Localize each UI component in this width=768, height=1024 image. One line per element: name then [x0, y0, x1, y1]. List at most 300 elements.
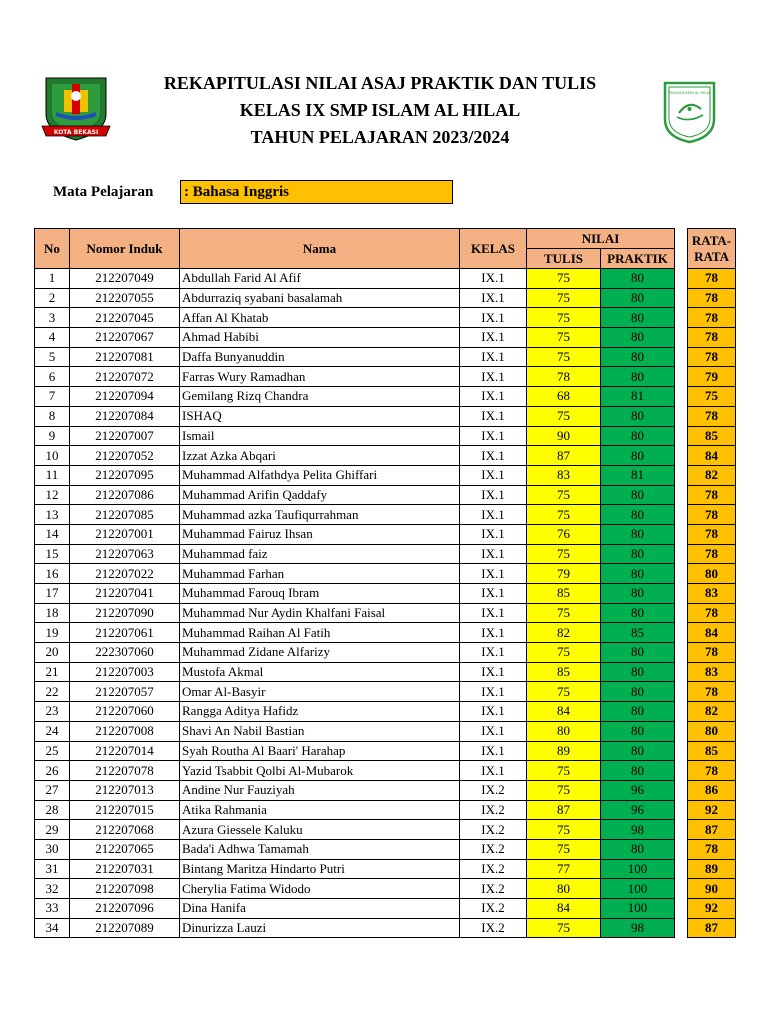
- row-no: 27: [35, 780, 70, 800]
- row-nomor-induk: 212207067: [70, 328, 180, 348]
- table-row: [35, 465, 736, 485]
- row-nama: Omar Al-Basyir: [180, 682, 460, 702]
- table-row: [35, 623, 736, 643]
- row-tulis: 85: [527, 584, 601, 604]
- row-praktik: 80: [601, 426, 675, 446]
- table-row: [35, 820, 736, 840]
- row-kelas: IX.1: [460, 367, 527, 387]
- table-row: [35, 584, 736, 604]
- row-spacer: [675, 839, 688, 859]
- row-kelas: IX.1: [460, 564, 527, 584]
- table-row: [35, 406, 736, 426]
- row-rata-rata: 92: [688, 800, 736, 820]
- row-tulis: 80: [527, 721, 601, 741]
- row-kelas: IX.1: [460, 426, 527, 446]
- row-rata-rata: 87: [688, 918, 736, 938]
- row-nomor-induk: 212207055: [70, 288, 180, 308]
- row-rata-rata: 78: [688, 308, 736, 328]
- row-no: 29: [35, 820, 70, 840]
- row-kelas: IX.2: [460, 800, 527, 820]
- table-row: [35, 544, 736, 564]
- row-spacer: [675, 564, 688, 584]
- row-spacer: [675, 465, 688, 485]
- row-rata-rata: 84: [688, 623, 736, 643]
- row-praktik: 80: [601, 485, 675, 505]
- row-tulis: 75: [527, 485, 601, 505]
- row-kelas: IX.1: [460, 288, 527, 308]
- row-nomor-induk: 212207098: [70, 879, 180, 899]
- row-nama: Cherylia Fatima Widodo: [180, 879, 460, 899]
- row-kelas: IX.1: [460, 741, 527, 761]
- row-nama: Izzat Azka Abqari: [180, 446, 460, 466]
- row-nomor-induk: 212207094: [70, 387, 180, 407]
- row-no: 5: [35, 347, 70, 367]
- row-kelas: IX.1: [460, 662, 527, 682]
- row-kelas: IX.1: [460, 682, 527, 702]
- row-nama: Gemilang Rizq Chandra: [180, 387, 460, 407]
- row-nama: Yazid Tsabbit Qolbi Al-Mubarok: [180, 761, 460, 781]
- report-title-line2: KELAS IX SMP ISLAM AL HILAL: [239, 100, 521, 120]
- row-praktik: 98: [601, 918, 675, 938]
- row-spacer: [675, 288, 688, 308]
- row-praktik: 80: [601, 584, 675, 604]
- row-rata-rata: 78: [688, 544, 736, 564]
- row-nama: Abdurraziq syabani basalamah: [180, 288, 460, 308]
- row-tulis: 77: [527, 859, 601, 879]
- row-spacer: [675, 524, 688, 544]
- row-nomor-induk: 212207063: [70, 544, 180, 564]
- row-rata-rata: 78: [688, 406, 736, 426]
- row-tulis: 78: [527, 367, 601, 387]
- row-praktik: 80: [601, 406, 675, 426]
- row-praktik: 80: [601, 524, 675, 544]
- header-nomor-induk: Nomor Induk: [70, 229, 180, 269]
- row-praktik: 96: [601, 800, 675, 820]
- row-no: 30: [35, 839, 70, 859]
- header-praktik: PRAKTIK: [601, 249, 675, 269]
- row-nama: Muhammad azka Taufiqurrahman: [180, 505, 460, 525]
- row-nomor-induk: 212207022: [70, 564, 180, 584]
- row-nomor-induk: 212207008: [70, 721, 180, 741]
- report-title-line3: TAHUN PELAJARAN 2023/2024: [250, 127, 510, 147]
- row-no: 33: [35, 899, 70, 919]
- row-kelas: IX.2: [460, 839, 527, 859]
- row-spacer: [675, 918, 688, 938]
- header-tulis: TULIS: [527, 249, 601, 269]
- row-kelas: IX.1: [460, 328, 527, 348]
- row-rata-rata: 78: [688, 269, 736, 289]
- row-no: 17: [35, 584, 70, 604]
- row-praktik: 80: [601, 603, 675, 623]
- row-rata-rata: 80: [688, 721, 736, 741]
- row-nama: Shavi An Nabil Bastian: [180, 721, 460, 741]
- row-nama: Rangga Aditya Hafidz: [180, 702, 460, 722]
- row-no: 4: [35, 328, 70, 348]
- row-tulis: 75: [527, 308, 601, 328]
- row-no: 1: [35, 269, 70, 289]
- row-no: 12: [35, 485, 70, 505]
- row-nama: Muhammad Fairuz Ihsan: [180, 524, 460, 544]
- row-nomor-induk: 212207007: [70, 426, 180, 446]
- row-nama: Muhammad Alfathdya Pelita Ghiffari: [180, 465, 460, 485]
- row-no: 26: [35, 761, 70, 781]
- row-nama: Andine Nur Fauziyah: [180, 780, 460, 800]
- subject-value: : Bahasa Inggris: [180, 180, 453, 204]
- row-nomor-induk: 212207015: [70, 800, 180, 820]
- row-nama: Muhammad Farhan: [180, 564, 460, 584]
- row-tulis: 85: [527, 662, 601, 682]
- row-no: 7: [35, 387, 70, 407]
- row-spacer: [675, 820, 688, 840]
- row-spacer: [675, 721, 688, 741]
- row-no: 19: [35, 623, 70, 643]
- row-nama: Syah Routha Al Baari' Harahap: [180, 741, 460, 761]
- row-rata-rata: 78: [688, 524, 736, 544]
- header-rata-rata: RATA-RATA: [688, 229, 736, 269]
- row-no: 2: [35, 288, 70, 308]
- row-rata-rata: 78: [688, 485, 736, 505]
- row-rata-rata: 90: [688, 879, 736, 899]
- row-praktik: 81: [601, 465, 675, 485]
- row-no: 18: [35, 603, 70, 623]
- row-no: 21: [35, 662, 70, 682]
- row-praktik: 96: [601, 780, 675, 800]
- row-no: 9: [35, 426, 70, 446]
- row-no: 6: [35, 367, 70, 387]
- row-nama: Bada'i Adhwa Tamamah: [180, 839, 460, 859]
- row-rata-rata: 78: [688, 682, 736, 702]
- row-tulis: 80: [527, 879, 601, 899]
- table-row: [35, 603, 736, 623]
- row-kelas: IX.1: [460, 524, 527, 544]
- row-tulis: 75: [527, 643, 601, 663]
- row-nomor-induk: 212207068: [70, 820, 180, 840]
- table-row: [35, 780, 736, 800]
- table-row: [35, 269, 736, 289]
- report-title-line1: REKAPITULASI NILAI ASAJ PRAKTIK DAN TULIS: [163, 73, 597, 93]
- row-tulis: 75: [527, 839, 601, 859]
- row-nomor-induk: 212207085: [70, 505, 180, 525]
- row-nomor-induk: 212207084: [70, 406, 180, 426]
- row-nama: Muhammad Zidane Alfarizy: [180, 643, 460, 663]
- row-rata-rata: 89: [688, 859, 736, 879]
- row-spacer: [675, 879, 688, 899]
- row-rata-rata: 78: [688, 643, 736, 663]
- row-tulis: 75: [527, 328, 601, 348]
- row-nomor-induk: 212207061: [70, 623, 180, 643]
- table-row: [35, 643, 736, 663]
- row-tulis: 75: [527, 347, 601, 367]
- row-praktik: 80: [601, 347, 675, 367]
- header-kelas: KELAS: [460, 229, 527, 269]
- row-tulis: 84: [527, 702, 601, 722]
- row-nama: Azura Giessele Kaluku: [180, 820, 460, 840]
- row-praktik: 80: [601, 741, 675, 761]
- row-spacer: [675, 446, 688, 466]
- row-praktik: 100: [601, 859, 675, 879]
- row-praktik: 81: [601, 387, 675, 407]
- row-praktik: 80: [601, 308, 675, 328]
- row-spacer: [675, 780, 688, 800]
- row-nomor-induk: 212207041: [70, 584, 180, 604]
- row-nomor-induk: 212207052: [70, 446, 180, 466]
- row-nama: Mustofa Akmal: [180, 662, 460, 682]
- header-nilai: NILAI: [527, 229, 675, 249]
- row-rata-rata: 78: [688, 328, 736, 348]
- row-kelas: IX.1: [460, 761, 527, 781]
- row-spacer: [675, 426, 688, 446]
- table-row: [35, 918, 736, 938]
- row-rata-rata: 78: [688, 347, 736, 367]
- row-tulis: 68: [527, 387, 601, 407]
- row-rata-rata: 83: [688, 584, 736, 604]
- row-no: 23: [35, 702, 70, 722]
- row-praktik: 80: [601, 643, 675, 663]
- row-nama: Bintang Maritza Hindarto Putri: [180, 859, 460, 879]
- row-tulis: 75: [527, 269, 601, 289]
- table-row: [35, 426, 736, 446]
- table-row: [35, 308, 736, 328]
- row-tulis: 75: [527, 406, 601, 426]
- row-kelas: IX.1: [460, 387, 527, 407]
- table-row: [35, 721, 736, 741]
- table-row: [35, 859, 736, 879]
- row-tulis: 84: [527, 899, 601, 919]
- row-no: 8: [35, 406, 70, 426]
- row-rata-rata: 78: [688, 288, 736, 308]
- row-no: 13: [35, 505, 70, 525]
- row-spacer: [675, 682, 688, 702]
- row-praktik: 80: [601, 682, 675, 702]
- table-row: [35, 662, 736, 682]
- row-tulis: 75: [527, 918, 601, 938]
- table-row: [35, 879, 736, 899]
- table-row: [35, 800, 736, 820]
- row-praktik: 80: [601, 702, 675, 722]
- row-spacer: [675, 387, 688, 407]
- row-rata-rata: 79: [688, 367, 736, 387]
- city-emblem-logo: [38, 74, 114, 144]
- row-tulis: 75: [527, 820, 601, 840]
- table-row: [35, 682, 736, 702]
- row-nomor-induk: 212207096: [70, 899, 180, 919]
- foundation-logo: [661, 79, 718, 145]
- row-spacer: [675, 406, 688, 426]
- row-tulis: 90: [527, 426, 601, 446]
- row-praktik: 80: [601, 721, 675, 741]
- row-nama: Muhammad Arifin Qaddafy: [180, 485, 460, 505]
- row-spacer: [675, 485, 688, 505]
- row-no: 24: [35, 721, 70, 741]
- row-nomor-induk: 212207003: [70, 662, 180, 682]
- row-rata-rata: 85: [688, 741, 736, 761]
- row-nama: Muhammad faiz: [180, 544, 460, 564]
- row-no: 16: [35, 564, 70, 584]
- row-spacer: [675, 643, 688, 663]
- row-kelas: IX.1: [460, 505, 527, 525]
- row-no: 31: [35, 859, 70, 879]
- row-spacer: [675, 859, 688, 879]
- table-row: [35, 761, 736, 781]
- row-praktik: 80: [601, 761, 675, 781]
- row-praktik: 80: [601, 839, 675, 859]
- row-nomor-induk: 212207072: [70, 367, 180, 387]
- table-row: [35, 839, 736, 859]
- row-rata-rata: 92: [688, 899, 736, 919]
- svg-text:KOTA BEKASI: KOTA BEKASI: [53, 129, 99, 136]
- row-tulis: 76: [527, 524, 601, 544]
- row-kelas: IX.1: [460, 643, 527, 663]
- row-nomor-induk: 212207045: [70, 308, 180, 328]
- row-kelas: IX.2: [460, 780, 527, 800]
- row-tulis: 75: [527, 780, 601, 800]
- row-spacer: [675, 328, 688, 348]
- row-praktik: 80: [601, 288, 675, 308]
- row-spacer: [675, 505, 688, 525]
- row-praktik: 98: [601, 820, 675, 840]
- row-kelas: IX.1: [460, 603, 527, 623]
- row-tulis: 79: [527, 564, 601, 584]
- row-rata-rata: 85: [688, 426, 736, 446]
- row-rata-rata: 78: [688, 603, 736, 623]
- row-spacer: [675, 761, 688, 781]
- row-no: 3: [35, 308, 70, 328]
- row-rata-rata: 78: [688, 839, 736, 859]
- row-nomor-induk: 222307060: [70, 643, 180, 663]
- row-praktik: 80: [601, 662, 675, 682]
- row-nomor-induk: 212207081: [70, 347, 180, 367]
- grades-table-body: [35, 269, 736, 938]
- row-nama: Muhammad Raihan Al Fatih: [180, 623, 460, 643]
- row-rata-rata: 83: [688, 662, 736, 682]
- row-kelas: IX.1: [460, 406, 527, 426]
- row-spacer: [675, 544, 688, 564]
- row-praktik: 80: [601, 564, 675, 584]
- row-tulis: 75: [527, 544, 601, 564]
- row-spacer: [675, 584, 688, 604]
- row-rata-rata: 75: [688, 387, 736, 407]
- row-rata-rata: 82: [688, 702, 736, 722]
- row-kelas: IX.1: [460, 702, 527, 722]
- row-praktik: 100: [601, 879, 675, 899]
- row-kelas: IX.2: [460, 879, 527, 899]
- row-spacer: [675, 800, 688, 820]
- row-nama: Farras Wury Ramadhan: [180, 367, 460, 387]
- svg-text:YAYASAN BENI AL HILAL: YAYASAN BENI AL HILAL: [668, 91, 711, 95]
- row-kelas: IX.1: [460, 465, 527, 485]
- row-spacer: [675, 269, 688, 289]
- row-nomor-induk: 212207090: [70, 603, 180, 623]
- row-spacer: [675, 899, 688, 919]
- row-nama: Dinurizza Lauzi: [180, 918, 460, 938]
- row-tulis: 87: [527, 446, 601, 466]
- header-nama: Nama: [180, 229, 460, 269]
- row-tulis: 89: [527, 741, 601, 761]
- row-praktik: 80: [601, 328, 675, 348]
- row-spacer: [675, 741, 688, 761]
- row-praktik: 80: [601, 544, 675, 564]
- row-tulis: 83: [527, 465, 601, 485]
- row-praktik: 80: [601, 446, 675, 466]
- row-spacer: [675, 367, 688, 387]
- row-rata-rata: 80: [688, 564, 736, 584]
- row-nomor-induk: 212207095: [70, 465, 180, 485]
- row-nama: Muhammad Nur Aydin Khalfani Faisal: [180, 603, 460, 623]
- row-rata-rata: 78: [688, 505, 736, 525]
- table-row: [35, 446, 736, 466]
- table-row: [35, 505, 736, 525]
- row-nomor-induk: 212207013: [70, 780, 180, 800]
- row-nomor-induk: 212207086: [70, 485, 180, 505]
- row-nomor-induk: 212207001: [70, 524, 180, 544]
- row-spacer: [675, 603, 688, 623]
- row-spacer: [675, 662, 688, 682]
- table-row: [35, 328, 736, 348]
- row-nama: Abdullah Farid Al Afif: [180, 269, 460, 289]
- row-nama: Dina Hanifa: [180, 899, 460, 919]
- row-nama: Muhammad Farouq Ibram: [180, 584, 460, 604]
- row-no: 34: [35, 918, 70, 938]
- row-kelas: IX.2: [460, 820, 527, 840]
- row-nama: Ahmad Habibi: [180, 328, 460, 348]
- table-row: [35, 367, 736, 387]
- row-kelas: IX.1: [460, 269, 527, 289]
- row-nomor-induk: 212207089: [70, 918, 180, 938]
- row-kelas: IX.1: [460, 623, 527, 643]
- row-nomor-induk: 212207057: [70, 682, 180, 702]
- row-praktik: 85: [601, 623, 675, 643]
- row-rata-rata: 78: [688, 761, 736, 781]
- row-rata-rata: 86: [688, 780, 736, 800]
- row-spacer: [675, 623, 688, 643]
- header-spacer: [675, 229, 688, 269]
- row-tulis: 75: [527, 761, 601, 781]
- row-nomor-induk: 212207014: [70, 741, 180, 761]
- row-rata-rata: 84: [688, 446, 736, 466]
- row-nomor-induk: 212207065: [70, 839, 180, 859]
- row-praktik: 100: [601, 899, 675, 919]
- row-tulis: 75: [527, 288, 601, 308]
- row-spacer: [675, 702, 688, 722]
- row-nama: Atika Rahmania: [180, 800, 460, 820]
- row-kelas: IX.1: [460, 721, 527, 741]
- row-kelas: IX.1: [460, 347, 527, 367]
- table-row: [35, 702, 736, 722]
- row-nama: Daffa Bunyanuddin: [180, 347, 460, 367]
- row-tulis: 75: [527, 603, 601, 623]
- row-no: 10: [35, 446, 70, 466]
- row-no: 11: [35, 465, 70, 485]
- grades-table: [34, 228, 736, 938]
- row-rata-rata: 82: [688, 465, 736, 485]
- header-no: No: [35, 229, 70, 269]
- row-kelas: IX.1: [460, 584, 527, 604]
- row-tulis: 87: [527, 800, 601, 820]
- table-row: [35, 485, 736, 505]
- row-no: 15: [35, 544, 70, 564]
- row-praktik: 80: [601, 505, 675, 525]
- row-tulis: 82: [527, 623, 601, 643]
- row-spacer: [675, 308, 688, 328]
- row-no: 22: [35, 682, 70, 702]
- row-nomor-induk: 212207078: [70, 761, 180, 781]
- row-nomor-induk: 212207049: [70, 269, 180, 289]
- row-nama: ISHAQ: [180, 406, 460, 426]
- table-row: [35, 347, 736, 367]
- row-kelas: IX.2: [460, 899, 527, 919]
- table-row: [35, 524, 736, 544]
- row-no: 14: [35, 524, 70, 544]
